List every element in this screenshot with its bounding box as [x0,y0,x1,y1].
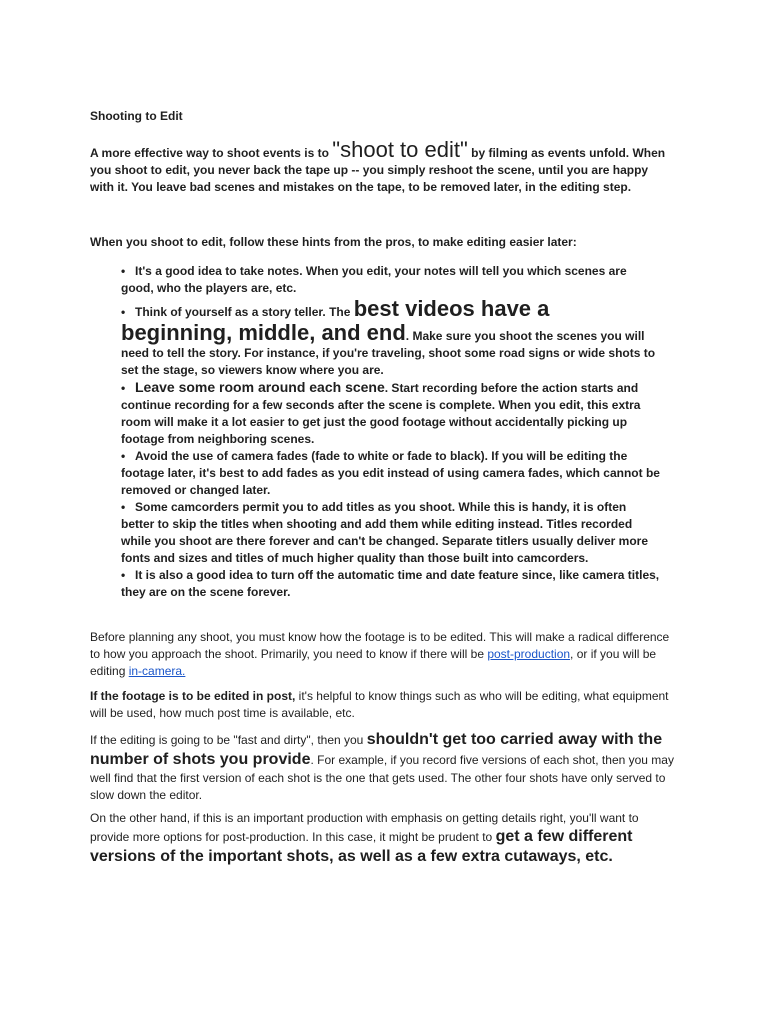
bullet-icon: • [121,305,126,319]
hint-emphasis: best videos have a beginning, middle, and end [121,296,550,345]
hint-text: Some camcorders permit you to add titles as you shoot. While this is handy, it is often better to skip the titles when shooting and add them while editing instead. Titles recorded while you shoot are there forever and can't be changed. Separate titlers usually deliver more fonts and sizes and titles of much higher quality than those built into camcorders. [121,500,649,565]
fast-dirty-text: . For example, if you record five versions of each shot, then you may well find that the first version of each shot is the one that gets used. The other four shots have only served to slow down the editor. [90,753,674,802]
list-item [121,499,661,567]
bullet-icon: • [121,500,126,514]
intro-text-end: by filming as events unfold. When you shoot to edit, you never back the tape up -- you simply reshoot the scene, until you are happy with it. You leave bad scenes and mistakes on the tape, to be removed later, in the editing step. [90,146,666,194]
list-item [121,379,661,448]
hints-list [121,263,661,601]
important-text: On the other hand, if this is an important production with emphasis on getting details right, you'll want to provide more options for post-production. In this case, it might be prudent to [90,811,639,844]
in-camera-link[interactable]: in-camera. [128,664,186,678]
list-item [121,567,661,601]
hint-text: Think of yourself as a story teller. The [135,305,354,319]
bullet-icon: • [121,264,126,278]
planning-paragraph [90,629,678,680]
intro-paragraph [90,137,670,196]
bullet-icon: • [121,449,126,463]
important-production-paragraph [90,810,678,867]
list-item [121,297,661,379]
planning-text: , or if you will be editing [90,647,657,678]
list-item [121,448,661,499]
post-text: it's helpful to know things such as who will be editing, what equipment will be used, how much post time is available, etc. [90,689,669,720]
hint-text: It's a good idea to take notes. When you edit, your notes will tell you which scenes are good, who the players are, etc. [121,264,627,295]
post-production-link[interactable]: post-production [487,647,571,661]
hint-text: . Make sure you shoot the scenes you will need to tell the story. For instance, if you're traveling, shoot some road signs or wide shots to set the stage, so viewers know where you are. [121,329,656,377]
intro-text-start: A more effective way to shoot events is to [90,146,333,160]
planning-text: Before planning any shoot, you must know how the footage is to be edited. This will make a radical difference to how you approach the shoot. Primarily, you need to know if there will be [90,630,670,661]
post-lead-text: If the footage is to be edited in post, [90,689,296,703]
important-emphasis: get a few different versions of the important shots, as well as a few extra cutaways, etc. [90,828,633,865]
shoot-to-edit-emphasis: "shoot to edit" [332,137,468,162]
hints-intro-paragraph: When you shoot to edit, follow these hints from the pros, to make editing easier later: [90,235,577,249]
fast-dirty-paragraph [90,730,678,804]
list-item [121,263,661,297]
page-title: Shooting to Edit [90,109,183,123]
bullet-icon: • [121,568,126,582]
post-paragraph [90,688,678,722]
fast-dirty-text: If the editing is going to be "fast and dirty", then you [90,733,367,747]
hint-text: It is also a good idea to turn off the automatic time and date feature since, like camera titles, they are on the scene forever. [121,568,660,599]
hint-emphasis: Leave some room around each scene [135,379,385,395]
fast-dirty-emphasis: shouldn't get too carried away with the number of shots you provide [90,731,663,768]
hint-text: . Start recording before the action starts and continue recording for a few seconds after the scene is complete. When you edit, this extra room will make it a lot easier to get just the good footage without accidentally picking up footage from neighboring scenes. [121,381,641,446]
bullet-icon: • [121,381,126,395]
hint-text: Avoid the use of camera fades (fade to white or fade to black). If you will be editing the footage later, it's best to add fades as you edit instead of using camera fades, which cannot be removed or changed later. [121,449,660,497]
